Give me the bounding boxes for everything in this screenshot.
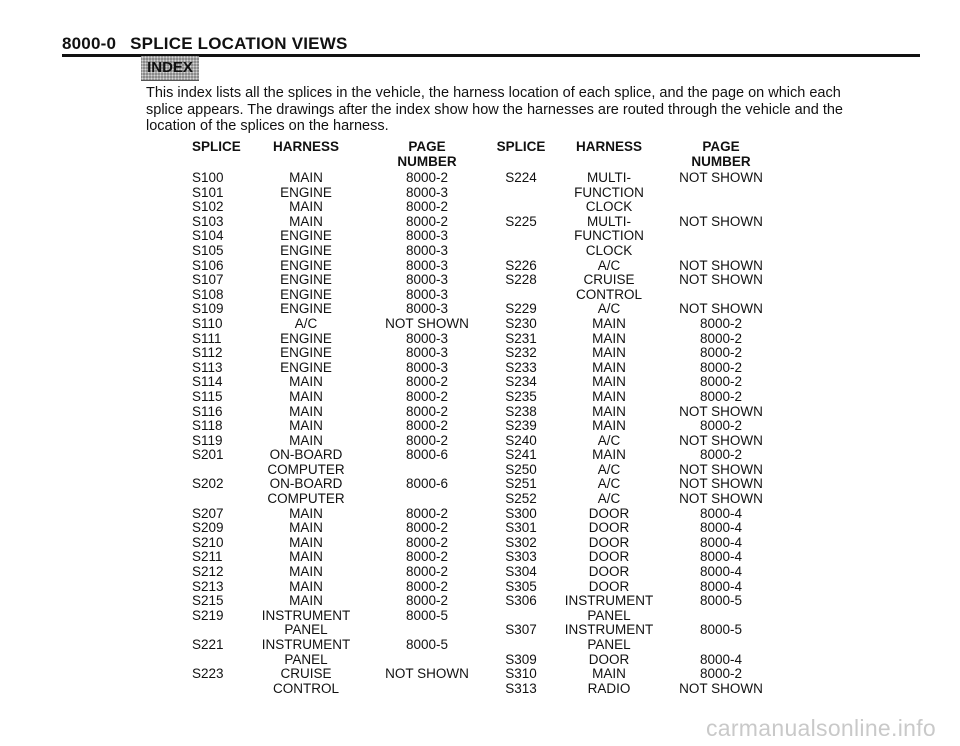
- page-cell: 8000-3: [405, 184, 449, 200]
- splice-cell: S240: [505, 432, 537, 448]
- page-title: SPLICE LOCATION VIEWS: [130, 34, 348, 53]
- splice-cell: S223: [192, 666, 224, 682]
- splice-cell: S303: [505, 549, 537, 565]
- splice-cell: S251: [505, 476, 537, 492]
- splice-cell: S228: [505, 272, 537, 288]
- table-row: [192, 565, 774, 580]
- harness-cell: ENGINE: [280, 242, 332, 258]
- page-cell: 8000-4: [699, 549, 743, 565]
- page-cell: 8000-4: [699, 505, 743, 521]
- harness-cell: PANEL: [587, 637, 631, 652]
- harness-cell: A/C: [597, 491, 621, 507]
- harness-cell: MAIN: [289, 374, 323, 390]
- splice-cell: S102: [192, 199, 224, 215]
- splice-cell: S250: [505, 461, 537, 477]
- splice-cell: S230: [505, 315, 537, 331]
- page-cell: 8000-4: [699, 520, 743, 536]
- page-cell: NOT SHOWN: [679, 491, 763, 507]
- splice-cell: S113: [192, 359, 223, 375]
- harness-cell: MAIN: [592, 403, 626, 419]
- page-cell: 8000-2: [405, 505, 449, 521]
- splice-cell: S226: [505, 257, 537, 273]
- page-cell: 8000-3: [405, 330, 449, 346]
- splice-cell: [492, 244, 550, 259]
- page-cell: 8000-3: [405, 242, 449, 258]
- splice-cell: S110: [192, 315, 223, 331]
- splice-cell: S300: [505, 505, 537, 521]
- page-cell: 8000-5: [405, 637, 449, 652]
- splice-cell: [492, 288, 550, 303]
- page-cell: 8000-4: [699, 534, 743, 550]
- page-cell: 8000-2: [405, 593, 449, 609]
- page-cell: 8000-3: [405, 257, 449, 273]
- page-cell: NOT SHOWN: [679, 272, 763, 288]
- harness-cell: DOOR: [588, 534, 630, 550]
- page-cell: NOT SHOWN: [679, 170, 763, 185]
- page-cell: [668, 244, 774, 259]
- splice-cell: S224: [505, 170, 537, 185]
- col-header-harness: HARNESS: [272, 139, 339, 154]
- section-number: 8000-0: [62, 34, 117, 53]
- harness-cell: MAIN: [592, 359, 626, 375]
- page-cell: 8000-2: [699, 359, 743, 375]
- harness-cell: ENGINE: [280, 345, 332, 361]
- harness-cell: MAIN: [289, 388, 323, 404]
- harness-cell: INSTRUMENT: [564, 622, 654, 638]
- page-cell: 8000-4: [699, 578, 743, 594]
- table-row: [192, 667, 774, 682]
- splice-index-table: [192, 140, 774, 696]
- harness-cell: ENGINE: [280, 184, 332, 200]
- splice-cell: S310: [505, 666, 537, 682]
- page-cell: [362, 623, 492, 638]
- col-header-splice: SPLICE: [192, 139, 241, 154]
- table-row: [192, 215, 774, 230]
- harness-cell: MAIN: [289, 520, 323, 536]
- page-cell: [668, 288, 774, 303]
- table-row: [192, 346, 774, 361]
- table-row: [192, 477, 774, 492]
- splice-cell: S313: [505, 680, 537, 696]
- harness-cell: MULTI-: [587, 170, 631, 185]
- splice-cell: [192, 492, 250, 507]
- harness-cell: ENGINE: [280, 359, 332, 375]
- table-row: [192, 390, 774, 405]
- harness-cell: DOOR: [588, 564, 630, 580]
- table-row: [192, 186, 774, 201]
- page-cell: [362, 492, 492, 507]
- splice-cell: S304: [505, 564, 537, 580]
- harness-cell: ENGINE: [280, 272, 332, 288]
- splice-cell: S108: [192, 286, 224, 302]
- table-row: [192, 653, 774, 668]
- page-cell: 8000-2: [405, 520, 449, 536]
- page-cell: 8000-2: [405, 199, 449, 215]
- table-row: [192, 507, 774, 522]
- splice-cell: S301: [505, 520, 537, 536]
- table-row: [192, 259, 774, 274]
- splice-cell: S210: [192, 534, 224, 550]
- splice-cell: S213: [192, 578, 224, 594]
- table-row: [192, 580, 774, 595]
- table-row: [192, 405, 774, 420]
- table-row: [192, 550, 774, 565]
- page-cell: [668, 609, 774, 624]
- col-header-page: [362, 140, 492, 171]
- page-cell: NOT SHOWN: [679, 257, 763, 273]
- harness-cell: MAIN: [289, 593, 323, 609]
- table-row: [192, 332, 774, 347]
- col-header-page-line1: PAGE: [408, 139, 446, 154]
- page-cell: 8000-6: [405, 447, 449, 463]
- page-header: [62, 34, 347, 54]
- splice-cell: S202: [192, 476, 224, 492]
- splice-cell: [492, 186, 550, 201]
- watermark: carmanualsonline.info: [705, 715, 936, 741]
- splice-cell: [192, 623, 250, 638]
- harness-cell: ENGINE: [280, 228, 332, 244]
- page-cell: 8000-4: [699, 651, 743, 667]
- splice-cell: S305: [505, 578, 537, 594]
- page-cell: NOT SHOWN: [385, 666, 469, 682]
- page-cell: [362, 682, 492, 697]
- page-cell: 8000-2: [699, 345, 743, 361]
- splice-cell: S231: [505, 330, 537, 346]
- harness-cell: MAIN: [592, 418, 626, 434]
- table-row: [192, 492, 774, 507]
- harness-cell: MAIN: [289, 549, 323, 565]
- splice-cell: S234: [505, 374, 537, 390]
- splice-cell: [492, 638, 550, 653]
- page-cell: 8000-2: [699, 315, 743, 331]
- table-row: [192, 361, 774, 376]
- splice-cell: S232: [505, 345, 537, 361]
- table-row: [192, 609, 774, 624]
- harness-cell: MAIN: [592, 330, 626, 346]
- page-cell: NOT SHOWN: [679, 461, 763, 477]
- page-cell: 8000-2: [699, 388, 743, 404]
- page-cell: 8000-2: [699, 374, 743, 390]
- splice-cell: S114: [192, 374, 223, 390]
- page-cell: NOT SHOWN: [385, 315, 469, 331]
- splice-cell: S109: [192, 301, 224, 317]
- page-cell: 8000-2: [405, 564, 449, 580]
- table-row: [192, 594, 774, 609]
- harness-cell: CRUISE: [280, 666, 332, 682]
- splice-cell: [492, 609, 550, 624]
- splice-cell: S101: [192, 184, 224, 200]
- splice-cell: S225: [505, 213, 537, 229]
- page-cell: NOT SHOWN: [679, 476, 763, 492]
- harness-cell: DOOR: [588, 505, 630, 521]
- page-cell: 8000-2: [405, 374, 449, 390]
- harness-cell: MAIN: [289, 403, 323, 419]
- splice-cell: S221: [192, 637, 224, 652]
- splice-cell: S119: [192, 432, 223, 448]
- splice-cell: S201: [192, 447, 224, 463]
- harness-cell: DOOR: [588, 549, 630, 565]
- harness-cell: A/C: [294, 315, 318, 331]
- splice-cell: S238: [505, 403, 537, 419]
- harness-cell: CONTROL: [272, 680, 339, 696]
- page-cell: NOT SHOWN: [679, 213, 763, 229]
- table-row: [192, 375, 774, 390]
- splice-cell: S233: [505, 359, 537, 375]
- harness-cell: MAIN: [592, 666, 626, 682]
- harness-cell: CONTROL: [575, 286, 642, 302]
- index-tab: [141, 56, 199, 81]
- table-row: [192, 536, 774, 551]
- splice-cell: S118: [192, 418, 223, 434]
- table-row: [192, 448, 774, 463]
- table-row: [192, 682, 774, 697]
- harness-cell: MAIN: [592, 345, 626, 361]
- page-cell: [362, 653, 492, 668]
- harness-cell: ENGINE: [280, 257, 332, 273]
- harness-cell: ENGINE: [280, 330, 332, 346]
- harness-cell: MAIN: [289, 418, 323, 434]
- table-row: [192, 419, 774, 434]
- page-cell: [668, 229, 774, 244]
- table-row: [192, 244, 774, 259]
- splice-cell: S107: [192, 272, 224, 288]
- harness-cell: MAIN: [289, 534, 323, 550]
- page-cell: 8000-3: [405, 228, 449, 244]
- page-cell: 8000-5: [699, 622, 743, 638]
- table-row: [192, 229, 774, 244]
- page-cell: 8000-2: [405, 418, 449, 434]
- harness-cell: INSTRUMENT: [261, 607, 351, 623]
- harness-cell: A/C: [597, 257, 621, 273]
- harness-cell: PANEL: [587, 607, 631, 623]
- page-cell: 8000-2: [405, 549, 449, 565]
- page-cell: [362, 463, 492, 478]
- harness-cell: MAIN: [592, 374, 626, 390]
- col-header-splice-right: SPLICE: [496, 139, 546, 154]
- splice-cell: S112: [192, 345, 223, 361]
- table-header-row: [192, 140, 774, 171]
- splice-cell: S309: [505, 651, 537, 667]
- page-cell: 8000-2: [405, 578, 449, 594]
- splice-cell: [492, 200, 550, 215]
- splice-cell: S219: [192, 607, 224, 623]
- harness-cell: ENGINE: [280, 301, 332, 317]
- col-header-harness-right: HARNESS: [575, 139, 642, 154]
- harness-cell: COMPUTER: [267, 491, 345, 507]
- splice-cell: S116: [192, 403, 223, 419]
- harness-cell: CRUISE: [583, 272, 635, 288]
- harness-cell: MULTI-: [587, 213, 631, 229]
- harness-cell: INSTRUMENT: [564, 593, 654, 609]
- harness-cell: MAIN: [592, 447, 626, 463]
- col-header-page-right-line2: NUMBER: [691, 153, 751, 169]
- table-row: [192, 273, 774, 288]
- page-cell: 8000-2: [699, 666, 743, 682]
- harness-cell: MAIN: [289, 505, 323, 521]
- splice-cell: S212: [192, 564, 224, 580]
- page-cell: 8000-3: [405, 272, 449, 288]
- harness-cell: MAIN: [289, 213, 323, 229]
- splice-cell: S207: [192, 505, 224, 521]
- harness-cell: A/C: [597, 432, 621, 448]
- col-header-page-right: [668, 140, 774, 171]
- harness-cell: CLOCK: [585, 199, 633, 215]
- splice-cell: S235: [505, 388, 537, 404]
- page-cell: 8000-2: [405, 432, 449, 448]
- harness-cell: MAIN: [289, 564, 323, 580]
- table-row: [192, 171, 774, 186]
- harness-cell: ENGINE: [280, 286, 332, 302]
- table-row: [192, 623, 774, 638]
- splice-cell: S302: [505, 534, 537, 550]
- harness-cell: FUNCTION: [574, 184, 644, 200]
- splice-cell: S307: [505, 622, 537, 638]
- intro-paragraph: This index lists all the splices in the vehicle, the harness location of each splice, and the page on which each splice appears. The drawings after the index show how the harnesses are routed through the vehicle and the location of the splices on the harness.: [146, 85, 843, 134]
- table-row: [192, 302, 774, 317]
- page-cell: 8000-2: [405, 534, 449, 550]
- page-cell: 8000-2: [699, 447, 743, 463]
- splice-cell: [192, 653, 250, 668]
- page-cell: 8000-3: [405, 301, 449, 317]
- page-cell: NOT SHOWN: [679, 301, 763, 317]
- page-cell: 8000-3: [405, 359, 449, 375]
- splice-cell: S103: [192, 213, 224, 229]
- harness-cell: MAIN: [289, 432, 323, 448]
- table-body: [192, 171, 774, 696]
- page-cell: [668, 638, 774, 653]
- harness-cell: CLOCK: [585, 242, 633, 258]
- harness-cell: ON-BOARD: [269, 476, 343, 492]
- splice-cell: S105: [192, 242, 224, 258]
- col-header-page-right-line1: PAGE: [702, 139, 740, 154]
- table-row: [192, 463, 774, 478]
- splice-cell: S252: [505, 491, 537, 507]
- col-header-page-line2: NUMBER: [397, 153, 457, 169]
- page-cell: NOT SHOWN: [679, 403, 763, 419]
- page-cell: 8000-5: [405, 607, 449, 623]
- page-cell: 8000-6: [405, 476, 449, 492]
- table-row: [192, 434, 774, 449]
- harness-cell: PANEL: [284, 651, 328, 667]
- page-cell: 8000-3: [405, 286, 449, 302]
- index-tab-label: INDEX: [147, 59, 193, 76]
- harness-cell: MAIN: [592, 388, 626, 404]
- page-cell: 8000-2: [405, 170, 449, 185]
- splice-cell: S215: [192, 593, 224, 609]
- harness-cell: COMPUTER: [267, 461, 345, 477]
- splice-cell: [192, 463, 250, 478]
- page-cell: 8000-2: [405, 403, 449, 419]
- harness-cell: DOOR: [588, 651, 630, 667]
- page-cell: 8000-2: [405, 388, 449, 404]
- harness-cell: MAIN: [289, 578, 323, 594]
- harness-cell: FUNCTION: [574, 228, 644, 244]
- page-cell: 8000-4: [699, 564, 743, 580]
- page-cell: NOT SHOWN: [679, 680, 763, 696]
- splice-cell: S100: [192, 170, 224, 185]
- harness-cell: A/C: [597, 301, 621, 317]
- splice-cell: [492, 229, 550, 244]
- splice-cell: S106: [192, 257, 224, 273]
- splice-cell: S229: [505, 301, 537, 317]
- harness-cell: DOOR: [588, 578, 630, 594]
- splice-cell: S241: [505, 447, 537, 463]
- page-cell: 8000-3: [405, 345, 449, 361]
- harness-cell: INSTRUMENT: [261, 637, 351, 652]
- harness-cell: ON-BOARD: [269, 447, 343, 463]
- harness-cell: RADIO: [587, 680, 631, 696]
- harness-cell: MAIN: [289, 170, 323, 185]
- page-cell: [668, 186, 774, 201]
- splice-cell: S239: [505, 418, 537, 434]
- table-row: [192, 200, 774, 215]
- harness-cell: A/C: [597, 476, 621, 492]
- table-row: [192, 288, 774, 303]
- page-cell: [668, 200, 774, 215]
- splice-cell: S209: [192, 520, 224, 536]
- splice-cell: S211: [192, 549, 223, 565]
- splice-cell: S306: [505, 593, 537, 609]
- page-cell: 8000-2: [699, 330, 743, 346]
- harness-cell: MAIN: [289, 199, 323, 215]
- harness-cell: A/C: [597, 461, 621, 477]
- harness-cell: PANEL: [284, 622, 328, 638]
- splice-cell: S115: [192, 388, 223, 404]
- page-cell: 8000-5: [699, 593, 743, 609]
- harness-cell: MAIN: [592, 315, 626, 331]
- table-row: [192, 521, 774, 536]
- splice-cell: [192, 682, 250, 697]
- table-row: [192, 638, 774, 653]
- page-cell: NOT SHOWN: [679, 432, 763, 448]
- splice-cell: S111: [192, 330, 222, 346]
- splice-cell: S104: [192, 228, 224, 244]
- harness-cell: DOOR: [588, 520, 630, 536]
- page-cell: 8000-2: [699, 418, 743, 434]
- table-row: [192, 317, 774, 332]
- page-cell: 8000-2: [405, 213, 449, 229]
